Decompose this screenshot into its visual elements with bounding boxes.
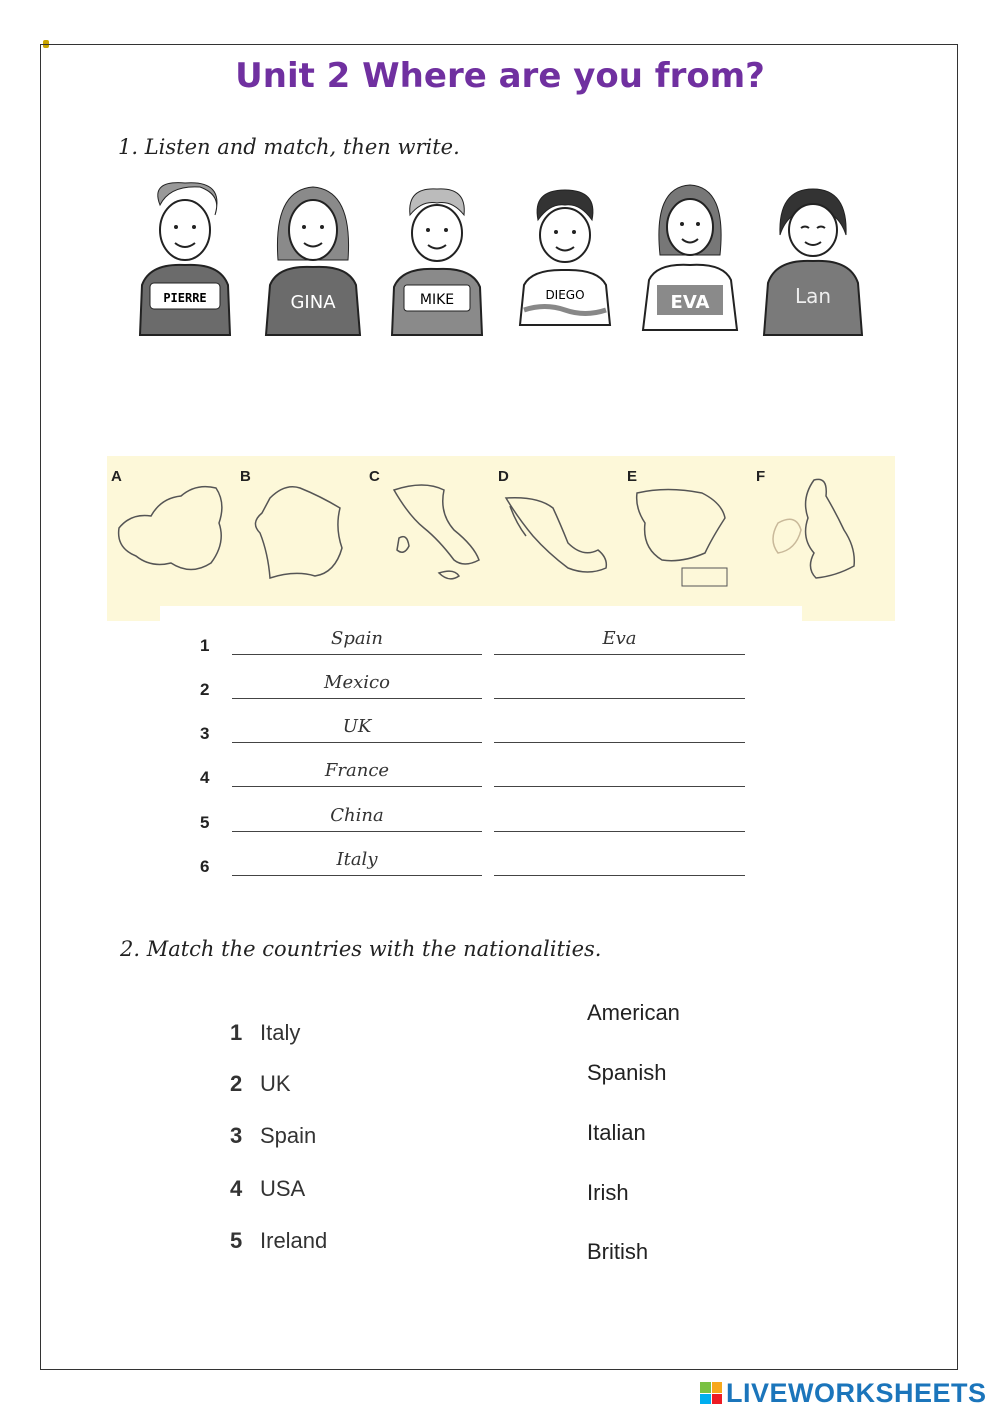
country-answer-field[interactable]: UK xyxy=(342,716,372,737)
nationality-item[interactable]: American xyxy=(587,1000,680,1025)
answer-row: 2 Mexico xyxy=(200,672,760,712)
nationality-item[interactable]: British xyxy=(587,1239,649,1264)
child-mike-illustration xyxy=(382,175,492,340)
country-answer-field[interactable]: Italy xyxy=(336,849,378,870)
answer-row: 1 Spain Eva xyxy=(200,628,760,668)
answer-row: 6 Italy xyxy=(200,849,760,889)
shirt-label: PIERRE xyxy=(163,291,207,305)
country-maps xyxy=(107,456,895,621)
child-gina-illustration xyxy=(258,175,368,340)
country-item[interactable]: 1 Italy xyxy=(230,1020,301,1045)
shirt-label: Lan xyxy=(794,284,832,308)
nationality-item[interactable]: Irish xyxy=(587,1180,629,1205)
page-title: Unit 2 Where are you from? xyxy=(235,56,765,96)
answer-row: 4 France xyxy=(200,760,760,800)
name-answer-field[interactable]: Eva xyxy=(602,628,637,649)
brand-name: LIVEWORKSHEETS xyxy=(726,1377,987,1408)
nationality-item[interactable]: Spanish xyxy=(587,1060,667,1085)
mexico-outline-icon xyxy=(498,468,618,593)
divider xyxy=(160,606,802,624)
map-d-mexico: D xyxy=(498,468,618,593)
france-outline-icon xyxy=(240,468,360,593)
italy-outline-icon xyxy=(369,468,489,593)
shirt-label: DIEGO xyxy=(545,288,585,302)
country-answer-field[interactable]: China xyxy=(330,805,384,826)
map-e-spain: E xyxy=(627,468,747,593)
country-answer-field[interactable]: Spain xyxy=(331,628,383,649)
shirt-label: EVA xyxy=(670,292,710,313)
map-c-italy: C xyxy=(369,468,489,593)
country-item[interactable]: 2 UK xyxy=(230,1071,291,1096)
country-item[interactable]: 3 Spain xyxy=(230,1123,317,1148)
children-illustrations xyxy=(130,175,870,340)
country-item[interactable]: 5 Ireland xyxy=(230,1228,328,1253)
spain-outline-icon xyxy=(627,468,747,593)
liveworksheets-logo xyxy=(700,1376,987,1410)
country-answer-field[interactable]: Mexico xyxy=(324,672,390,693)
shirt-label: GINA xyxy=(290,292,336,313)
shirt-label: MIKE xyxy=(419,292,455,308)
map-b-france: B xyxy=(240,468,360,593)
exercise-1-instruction: 1. Listen and match, then write. xyxy=(118,135,460,159)
answer-row: 3 UK xyxy=(200,716,760,756)
answer-row: 5 China xyxy=(200,805,760,845)
child-lan-illustration xyxy=(758,175,868,340)
uk-outline-icon xyxy=(756,468,876,593)
country-item[interactable]: 4 USA xyxy=(230,1176,306,1201)
child-eva-illustration xyxy=(635,175,745,340)
map-a-china: A xyxy=(111,468,231,593)
exercise-2-instruction: 2. Match the countries with the nationalities. xyxy=(120,937,602,961)
country-answer-field[interactable]: France xyxy=(324,760,390,781)
child-diego-illustration xyxy=(510,175,620,340)
map-f-uk: F xyxy=(756,468,876,593)
china-outline-icon xyxy=(111,468,231,593)
liveworksheets-logo-icon xyxy=(700,1382,722,1404)
child-pierre-illustration xyxy=(130,175,240,340)
nationality-item[interactable]: Italian xyxy=(587,1120,646,1145)
